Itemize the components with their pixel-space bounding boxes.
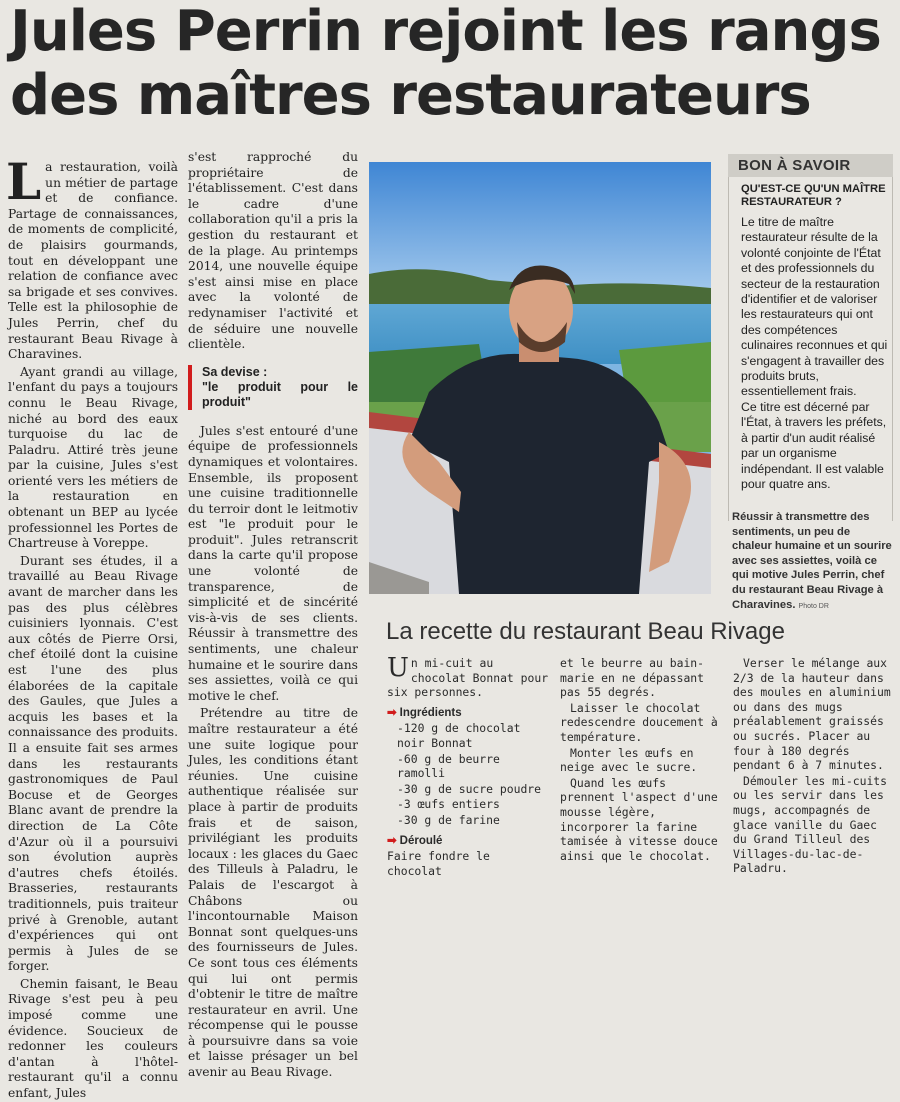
article-paragraph: Ayant grandi au village, l'enfant du pays a toujours connu le Beau Rivage, niché au bord des eaux turquoise du lac de Paladru. Attiré très jeune par la cuisine, Jules s'est orienté vers les métiers de la restauration en obtenant un BEP au lycée professionnel les Portes de Chartreuse à Voreppe. — [8, 364, 178, 551]
sidebar-paragraph: Le titre de maître restaurateur résulte de la volonté conjointe de l'État et des professionnels du secteur de la restauration d'identifier et de valoriser les restaurateurs qui ont des compétences culinaires reconnues et qui s'engagent à travailler des produits bruts, essentiellement frais. — [741, 215, 888, 399]
article-paragraph: Durant ses études, il a travaillé au Beau Rivage avant de marcher dans les pas des plus célèbres cuisiniers lyonnais. C'est aux côtés de Pierre Orsi, chef étoilé dont la cuisine est l'une des plus élaborées de la capitale des Gaules, que Jules a acquis les bases et la connaissance des produits. Il a ensuite fait ses armes dans les restaurants gastronomiques de Paul Bocuse et de Georges Blanc avant de prendre la direction de La Côte d'Azur où il a poursuivi son évolution auprès d'autres chefs étoilés. Brasseries, restaurants traditionnels, puis traiteur privé à Grenoble, autant d'expériences qui ont permis à Jules de se forger. — [8, 553, 178, 974]
sidebar-question: QU'EST-CE QU'UN MAÎTRE RESTAURATEUR ? — [741, 183, 886, 208]
motto-label: Sa devise : — [202, 364, 268, 379]
article-paragraph: Jules s'est entouré d'une équipe de professionnels dynamiques et volontaires. Ensemble, ils proposent une cuisine traditionnelle du terroir dont le leitmotiv est "le produit pour le produit". Jules retranscrit dans la carte qu'il propose une volonté de transparence, de simplicité et de sincérité vis-à-vis de ses clients. Réussir à transmettre des sentiments, une chaleur humaine et le sourire dans ses assiettes, voilà ce qui motive le chef. — [188, 423, 358, 703]
recipe-step: Quand les œufs prennent l'aspect d'une mousse légère, incorporer la farine tamisée à vitesse douce ainsi que le chocolat. — [560, 775, 718, 863]
ingredients-heading — [387, 706, 549, 721]
recipe-step: Monter les œufs en neige avec le sucre. — [560, 745, 698, 775]
recipe-column-2 — [560, 656, 722, 863]
article-paragraph: s'est rapproché du propriétaire de l'établissement. C'est dans le cadre d'une collaboration qu'il a pris la gestion du restaurant et de la plage. Au printemps 2014, une nouvelle équipe s'est ainsi mise en place avec la volonté de redynamiser l'activité et de séduire une nouvelle clientèle. — [188, 150, 358, 352]
ingredient-item: -60 g de beurre ramolli — [397, 751, 500, 781]
sidebar-box — [728, 177, 893, 521]
recipe-column-1 — [387, 653, 549, 878]
ingredient-item: -120 g de chocolat noir Bonnat — [397, 721, 521, 750]
info-sidebar — [728, 154, 893, 521]
recipe-step: Laisser le chocolat redescendre doucement à température. — [560, 700, 718, 744]
article-column-2 — [188, 150, 358, 1080]
motto-callout — [188, 365, 358, 410]
caption-text: Réussir à transmettre des sentiments, un peu de chaleur humaine et un sourire avec ses assiettes, voilà ce qui motive Jules Perrin, chef du restaurant Beau Rivage à Charavines. — [732, 511, 892, 611]
recipe-dropcap: U — [387, 653, 409, 683]
arrow-icon: ➡ — [387, 834, 397, 847]
recipe-step: et le beurre au bain-marie en ne dépassant pas 55 degrés. — [560, 656, 705, 700]
article-column-1 — [6, 152, 178, 1101]
photo-caption — [732, 510, 892, 614]
recipe-title: La recette du restaurant Beau Rivage — [386, 618, 785, 645]
headline — [10, 0, 890, 128]
recipe-column-3 — [733, 656, 895, 876]
photo-credit: Photo DR — [798, 602, 829, 610]
article-paragraph: Prétendre au titre de maître restaurateur a été une suite logique pour Jules, les conditions étant réunies. Une cuisine authentique réalisée sur place à partir de produits frais et de saison, privilégiant les produits locaux : les glaces du Gaec des Tilleuls à Paladru, le Palais de l'escargot à Châbons ou l'incontournable Maison Bonnat sont quelques-uns des fournisseurs de Jules. Ce sont tous ces éléments qui lui ont permis d'obtenir le titre de maître restaurateur en avril. Une récompense qui le pousse à poursuivre dans sa voie et laisse présager un bel avenir au Beau Rivage. — [188, 706, 358, 1080]
recipe-step: Démouler les mi-cuits ou les servir dans les mugs, accompagnés de glace vanille du Gaec du Grand Tilleul des Villages-du-lac-de-Paladru. — [733, 773, 888, 876]
article-paragraph — [6, 152, 178, 363]
recipe-step: Faire fondre le chocolat — [387, 849, 490, 878]
motto-text: "le produit pour le produit" — [202, 379, 358, 409]
sidebar-paragraph: Ce titre est décerné par l'État, à travers les préfets, à partir d'un audit réalisé par un organisme indépendant. Il est valable pour quatre ans. — [741, 399, 887, 491]
ingredient-item: -30 g de sucre poudre — [397, 781, 542, 796]
sidebar-heading: BON À SAVOIR — [728, 154, 893, 177]
dropcap: L — [6, 152, 42, 211]
steps-label: Déroulé — [399, 834, 443, 847]
intro-text: n mi-cuit au chocolat Bonnat pour six personnes. — [387, 656, 549, 700]
ingredient-item: -3 œufs entiers — [397, 797, 500, 812]
chef-photo — [369, 162, 711, 594]
article-paragraph: Chemin faisant, le Beau Rivage s'est peu à peu imposé comme une évidence. Soucieux de redonner les couleurs d'antan à l'hôtel-restaurant qu'il a connu enfant, Jules — [8, 976, 178, 1101]
headline-line-2: des maîtres restaurateurs — [10, 63, 811, 128]
headline-line-1: Jules Perrin rejoint les rangs — [10, 0, 881, 64]
arrow-icon: ➡ — [387, 706, 397, 719]
ingredients-label: Ingrédients — [399, 706, 462, 719]
recipe-step: Verser le mélange aux 2/3 de la hauteur dans des moules en aluminium ou dans des mugs préalablement graissés ou sucrés. Placer au four à 180 degrés pendant 6 à 7 minutes. — [733, 656, 891, 773]
steps-heading — [387, 834, 549, 849]
paragraph-text: a restauration, voilà un métier de partage et de confiance. Partage de connaissances, de moments de complicité, de plaisirs gourmands, tout en développant une relation de confiance avec sa brigade et ses convives. Telle est la philosophie de Jules Perrin, chef du restaurant Beau Rivage à Charavines. — [8, 160, 178, 362]
ingredient-item: -30 g de farine — [397, 812, 500, 827]
recipe-intro — [387, 653, 549, 700]
